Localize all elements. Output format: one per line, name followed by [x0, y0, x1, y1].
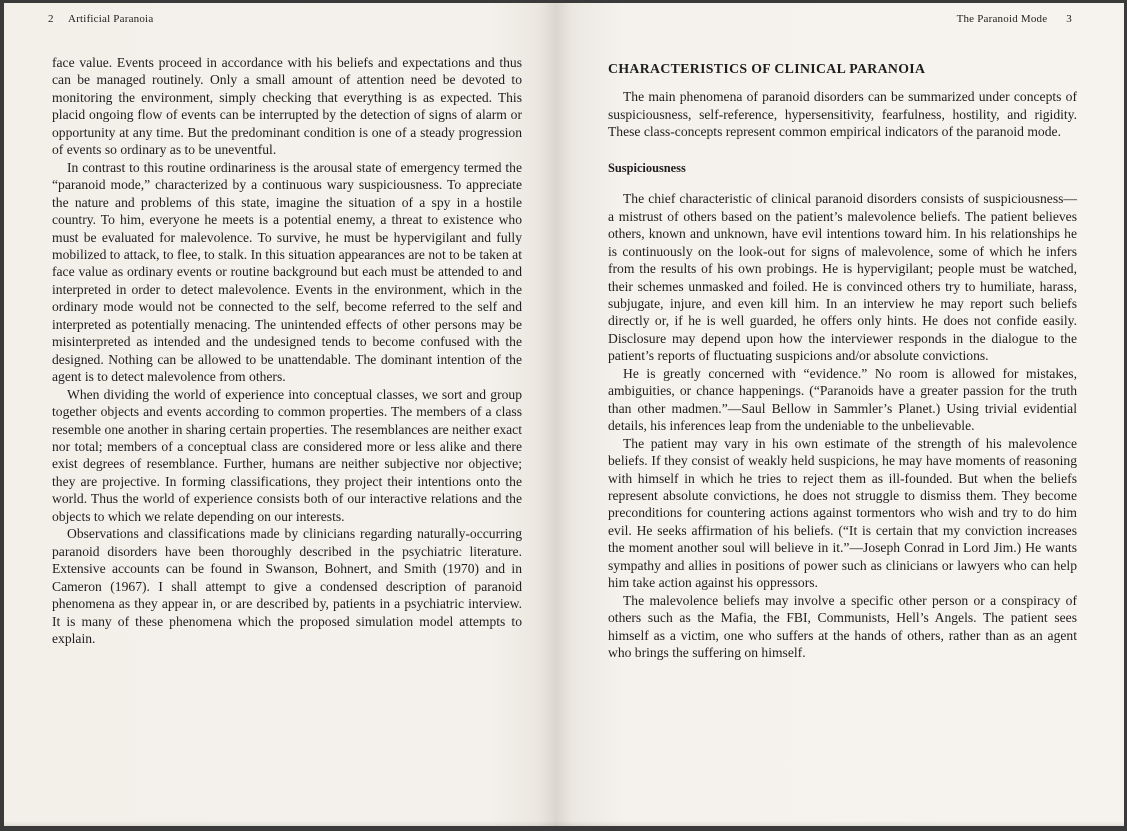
right-page-edge — [555, 821, 1124, 826]
section-title: CHARACTERISTICS OF CLINICAL PARANOIA — [608, 61, 926, 76]
left-running-head — [48, 13, 153, 25]
left-paragraph-4: Observations and classifications made by clinicians regarding naturally-occurring paranoid disorders have been thoroughly described in the psychiatric literature. Extensive accounts can be found in Swanson, Bohnert, and Smith (1970) and in Cameron (1967). I shall attempt to give a condensed description of paranoid phenomena as they appear in, or are described by, patients in a psychiatric interview. It is many of these phenomena which the proposed simulation model attempts to explain. — [52, 526, 522, 646]
left-paragraph-2: In contrast to this routine ordinariness is the arousal state of emergency termed the “paranoid mode,” characterized by a continuous wary suspiciousness. To appreciate the nature and problems of this state, imagine the situation of a spy in a hostile country. To him, everyone he meets is a potential enemy, a threat to existence who must be evaluated for malevolence. To survive, he must be hypervigilant and fully mobilized to attack, to flee, to stalk. In this situation appearances are not to be taken at face value as ordinary events or routine background but each must be attended to and interpreted in order to detect malevolence. Events in the environment, which in the ordinary mode would not be connected to the self, become referred to the self and interpreted as potentially menacing. The unintended effects of other persons may be misinterpreted as intended and the undesigned tends to become confused with the designed. Nothing can be allowed to be unattendable. The dominant intention of the agent is to detect malevolence from others. — [52, 159, 522, 385]
right-page — [555, 3, 1124, 826]
right-paragraph-4: The malevolence beliefs may involve a specific other person or a conspiracy of others such as the Mafia, the FBI, Communists, Hell’s Angels. The patient sees himself as a victim, one who suffers at the hands of others, rather than as an agent who brings the suffering on himself. — [608, 592, 1077, 661]
right-page-number: 3 — [1066, 13, 1072, 25]
right-text-column — [608, 60, 1077, 662]
right-paragraph-1: The chief characteristic of clinical paranoid disorders consists of suspiciousness—a mistrust of others based on the patient’s malevolence beliefs. The patient believes others, known and unknown, have evil intentions toward him. In his relationships he is continuously on the look-out for signs of malevolence, some of which he infers from the results of his own probings. He is hypervigilant; people must be watched, their schemes unmasked and foiled. He is convinced others try to humiliate, harass, subjugate, injure, and even kill him. In an interview he may report such beliefs directly or, if he is well guarded, he offers only hints. He does not confide easily. Disclosure may depend upon how the interviewer responds in the dialogue to the patient’s reports of fluctuating suspicions and/or absolute convictions. — [608, 191, 1077, 364]
right-running-head-title: The Paranoid Mode — [956, 13, 1048, 25]
left-page — [4, 3, 555, 826]
left-text-column — [52, 54, 522, 647]
book-spread — [4, 3, 1124, 826]
left-page-number: 2 — [48, 13, 54, 25]
left-paragraph-1: face value. Events proceed in accordance with his beliefs and expectations and thus can be managed routinely. Only a small amount of attention need be devoted to monitoring the environment, simply checking that everything is as expected. This placid ongoing flow of events can be interrupted by the detection of signs of alarm or opportunity at any time. But the predominant condition is one of a steady progression of events so ordinary as to be uneventful. — [52, 55, 522, 158]
intro-paragraph: The main phenomena of paranoid disorders can be summarized under concepts of suspiciousness, self-reference, hypersensitivity, fearfulness, hostility, and rigidity. These class-concepts represent common empirical indicators of the paranoid mode. — [608, 89, 1077, 140]
subheading-suspiciousness: Suspiciousness — [608, 160, 686, 175]
right-paragraph-2: He is greatly concerned with “evidence.” No room is allowed for mistakes, ambiguities, or chance happenings. (“Paranoids have a greater passion for the truth than other madmen.”—Saul Bellow in Sammler’s Planet.) Using trivial evidential details, his inferences leap from the undeniable to the unbelievable. — [608, 365, 1077, 434]
left-page-edge — [4, 821, 555, 826]
left-running-head-title: Artificial Paranoia — [68, 13, 154, 25]
right-running-head — [957, 13, 1072, 25]
left-paragraph-3: When dividing the world of experience into conceptual classes, we sort and group together objects and events according to common properties. The members of a class resemble one another in sharing certain properties. The resemblances are neither exact nor total; members of a conceptual class are considered more or less alike and there exist degrees of resemblance. Further, humans are neither subjective nor objective; they are projective. In forming classifications, they project their intentions onto the world. Thus the world of experience consists both of our interactive relations and the objects to which we relate depending on our interests. — [52, 386, 522, 524]
right-paragraph-3: The patient may vary in his own estimate of the strength of his malevolence beliefs. If they consist of weakly held suspicions, he may have moments of reasoning with himself in which he tries to reject them as ill-founded. But when the beliefs represent absolute convictions, he does not struggle to dismiss them. They become preconditions for countering actions against tormentors who wish and try to do him evil. He seeks affirmation of his beliefs. (“It is certain that my conviction increases the moment another soul will believe in it.”—Joseph Conrad in Lord Jim.) He wants sympathy and allies in positions of power such as clinicians or lawyers who can help him take action against his oppressors. — [608, 435, 1077, 591]
